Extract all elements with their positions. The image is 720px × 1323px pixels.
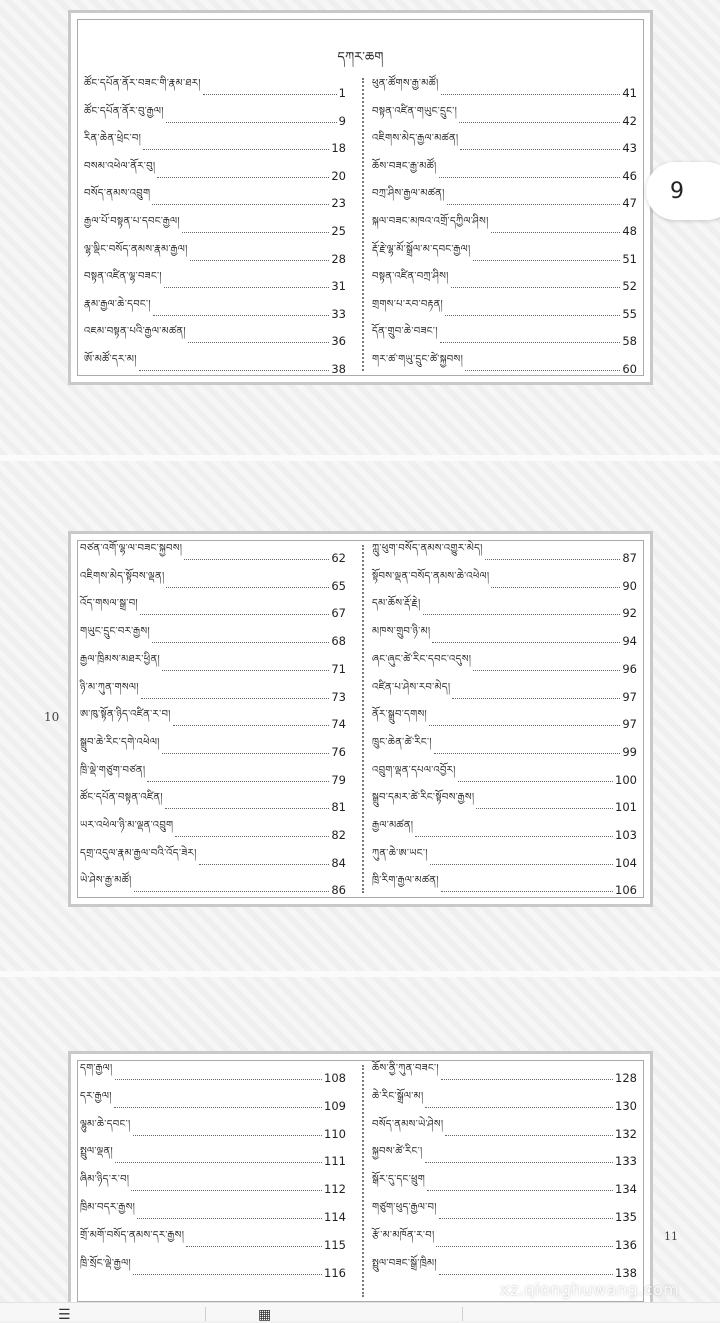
toc-entry[interactable] [372, 822, 637, 842]
toc-entry-title: རྣམ་རྒྱལ་ཆེ་དབང་། [84, 298, 151, 310]
toc-entry-page: 51 [622, 251, 637, 266]
toc-entry-title: ཉི་མ་ཀུན་གསལ། [80, 681, 139, 693]
toc-entry[interactable] [84, 135, 346, 155]
toc-entry-title: འཛིན་པ་ཤེས་རབ་མེད། [372, 681, 451, 693]
toc-entry-page: 82 [331, 828, 346, 842]
toc-entry[interactable] [80, 1257, 346, 1280]
toc-entry-title: སྤྲུལ་བཟང་སྒྲོ་ཁྲིམ། [372, 1257, 437, 1269]
leader-dots [452, 698, 620, 699]
toc-entry[interactable] [372, 570, 637, 593]
toc-entry[interactable] [80, 1118, 346, 1141]
toc-entry[interactable] [80, 1065, 346, 1085]
leader-dots [165, 808, 329, 809]
toc-entry-page: 103 [615, 828, 637, 842]
toc-entry[interactable] [80, 545, 346, 565]
toc-entry-title: ཁྲི་རིག་རྒྱལ་མཚན། [372, 875, 439, 887]
toc-entry-page: 116 [324, 1265, 346, 1280]
toc-entry-page: 104 [615, 855, 637, 870]
toc-page-1 [68, 10, 653, 385]
toc-entry-page: 132 [615, 1126, 637, 1141]
toc-entry-page: 36 [331, 334, 346, 349]
leader-dots [133, 1274, 322, 1275]
toc-entry[interactable] [80, 847, 346, 870]
leader-dots [157, 177, 329, 178]
leader-dots [114, 1107, 322, 1108]
toc-entry-title: སྒྲུབ་དམར་ཚེ་རིང་སྟོབས་རྒྱས། [372, 792, 475, 804]
toc-entry[interactable] [372, 736, 637, 759]
toc-entry-title: ཆོས་བཟང་རྒྱ་མཚོ། [372, 160, 437, 172]
toc-entry[interactable] [372, 1090, 637, 1113]
toc-entry-title: བསྟན་འཛིན་ལྷ་བཟང་། [84, 271, 162, 283]
leader-dots [473, 670, 620, 671]
leader-dots [166, 587, 329, 588]
toc-entry-title: སྒོར་དུ་དང་ཕྲུག [372, 1174, 426, 1186]
toc-entry[interactable] [372, 1204, 637, 1224]
toc-entry[interactable] [80, 877, 346, 897]
toc-entry[interactable] [372, 681, 637, 704]
toc-entry-title: ཡེ་ཤེས་རྒྱ་མཚོ། [80, 875, 132, 887]
toc-entry-page: 41 [622, 86, 637, 100]
leader-dots [199, 864, 330, 865]
leader-dots [441, 891, 613, 892]
leader-dots [133, 1135, 323, 1136]
leader-dots [465, 370, 620, 371]
toc-entry[interactable] [80, 822, 346, 842]
leader-dots [423, 614, 621, 615]
toc-entry-page: 58 [622, 334, 637, 349]
toc-entry-page: 60 [622, 362, 637, 376]
toc-entry-title: འོད་གསལ་སྒྲ་བ། [80, 598, 138, 610]
toc-entry-title: འཇིགས་མེད་སྟོབས་ལྡན། [80, 570, 165, 582]
toc-entry[interactable] [372, 628, 637, 648]
toc-entry-page: 46 [622, 168, 637, 183]
menu-icon[interactable]: ☰ [58, 1307, 71, 1323]
toc-entry-page: 106 [615, 883, 637, 898]
toc-entry[interactable] [80, 570, 346, 593]
leader-dots [115, 1162, 322, 1163]
toc-entry-title: བསྟན་འཛིན་གཡུང་དྲུང་། [372, 105, 458, 117]
leader-dots [131, 1190, 322, 1191]
toc-entry-title: ཆེ་རིང་སྒྲོལ་མ། [372, 1090, 424, 1102]
toc-entry-title: ཞིམ་ཉིད་ར་བ། [80, 1174, 130, 1186]
toc-entry[interactable] [80, 1204, 346, 1224]
toc-entry-page: 86 [331, 883, 346, 898]
toc-entry[interactable] [80, 1229, 346, 1252]
leader-dots [445, 315, 620, 316]
toc-entry-page: 42 [622, 113, 637, 128]
toc-entry-page: 71 [331, 661, 346, 676]
toc-entry-page: 112 [324, 1182, 346, 1197]
toc-entry-title: ཆོས་ནྱི་ཀུན་བཟང་། [372, 1063, 439, 1074]
leader-dots [491, 232, 621, 233]
toc-right-column [372, 80, 637, 380]
toc-entry-title: ཞང་ཞུང་ཚེ་རིང་དབང་འདུས། [372, 653, 472, 665]
leader-dots [451, 287, 621, 288]
toc-page-3 [68, 1051, 653, 1311]
toc-entry-title: ཁྲིམ་བདར་རྒྱས། [80, 1202, 136, 1213]
toc-entry[interactable] [372, 1257, 637, 1280]
toc-entry-title: དག་རྒྱལ། [80, 1063, 113, 1074]
leader-dots [140, 614, 329, 615]
toc-title: དཀར་ཆག [337, 50, 384, 65]
toc-entry-page: 96 [622, 661, 637, 676]
column-divider [362, 78, 364, 371]
toc-entry[interactable] [372, 600, 637, 620]
toc-entry[interactable] [80, 600, 346, 620]
toc-entry-page: 87 [622, 551, 637, 565]
toc-entry-page: 92 [622, 606, 637, 621]
leader-dots [175, 836, 329, 837]
toc-entry-title: ཁྲི་སྲོང་ལྡེ་རྒྱལ། [80, 1257, 131, 1269]
toc-entry[interactable] [84, 273, 346, 293]
toc-entry-page: 47 [622, 196, 637, 211]
toc-entry-page: 97 [622, 689, 637, 704]
leader-dots [184, 559, 329, 560]
toc-entry[interactable] [84, 243, 346, 266]
toc-entry-title: དགྲ་འདུལ་རྣམ་རྒྱལ་བའི་འོད་ཟེར། [80, 847, 197, 859]
leader-dots [430, 864, 613, 865]
leader-dots [458, 781, 613, 782]
toc-entry-title: མཁས་གྲུབ་ཉི་མ། [372, 626, 431, 638]
leader-dots [436, 1246, 613, 1247]
toc-entry[interactable] [372, 794, 637, 814]
toc-entry-page: 100 [615, 772, 637, 787]
leader-dots [143, 149, 329, 150]
toc-entry-page: 136 [615, 1237, 637, 1252]
leader-dots [473, 260, 621, 261]
leader-dots [134, 891, 330, 892]
toc-entry-page: 43 [622, 141, 637, 156]
leader-dots [476, 808, 613, 809]
leader-dots [447, 204, 621, 205]
toc-entry-page: 101 [615, 800, 637, 815]
leader-dots [440, 342, 621, 343]
toc-entry-title: བསམ་འཕེལ་ནོར་བུ། [84, 160, 156, 172]
leader-dots [441, 1079, 613, 1080]
column-divider [362, 545, 364, 893]
toc-entry-title: ཚོང་དཔོན་ནོར་བཟང་གི་རྣམ་ཐར། [84, 78, 201, 89]
watermark: xz.qionghuwang.com [500, 1280, 680, 1299]
leader-dots [173, 725, 330, 726]
toc-entry[interactable] [372, 764, 637, 787]
toc-entry-title: སྒྲུབ་ཆེ་རིང་དགེ་འཕེལ། [80, 736, 160, 748]
toc-entry-title: ཚོང་དཔོན་བསྟན་འཛིན། [80, 792, 163, 804]
toc-entry-title: བསྟན་འཛིན་བཀྲ་ཤིས། [372, 271, 449, 283]
toc-entry[interactable] [372, 218, 637, 238]
leader-dots [203, 94, 337, 95]
page-number-11: 11 [664, 1230, 678, 1243]
toc-entry[interactable] [372, 1148, 637, 1168]
toc-entry-title: གྲགས་པ་རབ་བརྟན། [372, 298, 444, 310]
toc-entry-page: 67 [331, 606, 346, 621]
leader-dots [432, 642, 620, 643]
toc-entry-page: 111 [324, 1154, 346, 1169]
toc-entry-title: ནོར་སྒྲུབ་དགས། [372, 709, 428, 721]
leader-dots [164, 287, 329, 288]
toc-entry-page: 38 [331, 362, 346, 376]
toc-entry-page: 73 [331, 689, 346, 704]
toc-entry-title: འབྲུག་ལྡན་དཔལ་འབྱོར། [372, 764, 456, 776]
toc-entry[interactable] [372, 653, 637, 676]
toc-entry[interactable] [80, 794, 346, 814]
toc-entry-title: གཙུག་ཕུད་རྒྱལ་བ། [372, 1202, 437, 1213]
leader-dots [441, 94, 621, 95]
toc-entry[interactable] [84, 105, 346, 128]
toc-entry-title: དོན་གྲུབ་ཆེ་བཟང་། [372, 326, 438, 338]
toc-left-column [80, 545, 346, 905]
toc-entry-page: 48 [622, 224, 637, 238]
column-divider [362, 1065, 364, 1297]
toc-entry-page: 130 [615, 1098, 637, 1113]
toc-entry[interactable] [372, 1065, 637, 1085]
toc-entry-title: སྟོབས་ལྡན་བསོད་ནམས་ཆེ་འཕེལ། [372, 570, 490, 582]
leader-dots [152, 204, 329, 205]
toc-entry-page: 128 [615, 1071, 637, 1085]
toc-entry-page: 31 [331, 279, 346, 294]
leader-dots [459, 122, 620, 123]
leader-dots [153, 315, 329, 316]
toc-entry-page: 62 [331, 551, 346, 565]
leader-dots [188, 342, 329, 343]
toc-entry-title: གཡུང་དྲུང་བར་རྒྱས། [80, 626, 150, 638]
leader-dots [425, 1107, 613, 1108]
leader-dots [115, 1079, 322, 1080]
toc-entry[interactable] [80, 1148, 346, 1168]
toc-entry-title: རྩོ་མ་མཁོན་ར་བ། [372, 1229, 435, 1241]
toc-entry-page: 1 [338, 86, 346, 100]
toc-entry[interactable] [80, 1090, 346, 1113]
toc-entry[interactable] [84, 328, 346, 348]
toc-entry[interactable] [372, 273, 637, 293]
bookmark-icon[interactable]: ▦ [258, 1307, 272, 1323]
page-indicator-number: 9 [670, 178, 684, 204]
toc-entry-page: 81 [331, 800, 346, 815]
toc-entry-title: རིན་ཆེན་ཕྲེང་བ། [84, 133, 142, 145]
toc-entry[interactable] [372, 105, 637, 128]
toc-entry-title: ཚོང་དཔོན་ནོར་བུ་རྒྱལ། [84, 105, 164, 117]
toc-entry[interactable] [80, 1176, 346, 1196]
toc-entry-title: དར་རྒྱལ། [80, 1090, 112, 1102]
toc-entry[interactable] [80, 736, 346, 759]
leader-dots [439, 177, 621, 178]
toc-right-column [372, 1065, 637, 1305]
leader-dots [485, 559, 621, 560]
toc-entry[interactable] [80, 628, 346, 648]
toc-entry-title: སྐལ་བཟང་མཁའ་འགྲོ་དཀྱིལ་ཤིས། [372, 216, 489, 227]
toc-entry-page: 84 [331, 855, 346, 870]
toc-entry-title: བཀྲ་ཤིས་རྒྱལ་མཚན། [372, 188, 445, 200]
toc-entry[interactable] [80, 653, 346, 676]
toc-entry-title: གྲོ་མགོ་བསོད་ནམས་དར་རྒྱས། [80, 1229, 185, 1241]
toc-entry-page: 133 [615, 1154, 637, 1169]
toc-entry[interactable] [372, 1176, 637, 1196]
leader-dots [162, 670, 329, 671]
leader-dots [162, 753, 330, 754]
toc-entry-title: ཁྲུང་ཆེན་ཚེ་རིང་། [372, 736, 432, 748]
toc-entry-page: 79 [331, 772, 346, 787]
toc-entry-page: 28 [331, 251, 346, 266]
toc-entry[interactable] [80, 711, 346, 731]
toc-entry[interactable] [372, 545, 637, 565]
toc-entry-title: སྐྱབས་ཚེ་རིང་། [372, 1146, 423, 1158]
toc-entry-page: 110 [324, 1126, 346, 1141]
toc-entry[interactable] [372, 243, 637, 266]
toc-entry-title: རྡོ་རྗེ་ལྷ་མོ་སྒྲོལ་མ་དབང་རྒྱལ། [372, 243, 471, 255]
toc-entry-title: ཀུན་ཆེ་ཨ་ཡང་། [372, 847, 428, 859]
toc-entry[interactable] [80, 764, 346, 787]
toc-entry-title: འཇམ་བསྟན་པའི་རྒྱལ་མཚན། [84, 326, 186, 338]
toc-left-column [84, 80, 346, 380]
page-indicator-badge[interactable] [646, 162, 720, 220]
toc-entry-title: ཁྲི་ལྡེ་གཙུག་བཙན། [80, 764, 146, 776]
toc-entry-page: 94 [622, 634, 637, 649]
toc-left-column [80, 1065, 346, 1305]
toc-page-2 [68, 531, 653, 907]
toc-entry-page: 9 [338, 113, 346, 128]
leader-dots [137, 1218, 322, 1219]
toc-entry[interactable] [372, 356, 637, 376]
toc-entry-title: ཕུན་ཚོགས་རྒྱ་མཚོ། [372, 78, 439, 89]
toc-entry[interactable] [84, 190, 346, 210]
toc-entry[interactable] [84, 218, 346, 238]
toc-entry-page: 68 [331, 634, 346, 649]
toc-entry-page: 74 [331, 717, 346, 732]
toc-entry-page: 115 [324, 1237, 346, 1252]
toc-entry-title: བསོད་ནམས་ཡེ་ཤེས། [372, 1118, 444, 1130]
leader-dots [166, 122, 337, 123]
toc-entry[interactable] [372, 711, 637, 731]
toc-entry-page: 76 [331, 744, 346, 759]
toc-entry-title: གར་ཚ་གཡུ་དྲུང་ཚེ་སྐྱབས། [372, 354, 464, 365]
toc-entry[interactable] [80, 681, 346, 704]
toc-entry[interactable] [372, 298, 637, 321]
toc-entry[interactable] [84, 356, 346, 376]
leader-dots [460, 149, 620, 150]
leader-dots [434, 753, 620, 754]
toc-entry-page: 99 [622, 744, 637, 759]
toc-entry-page: 55 [622, 306, 637, 321]
leader-dots [152, 642, 329, 643]
toc-entry-title: རྒྱལ་མཚན། [372, 820, 414, 831]
bottom-toolbar [0, 1302, 720, 1321]
toc-entry-page: 33 [331, 306, 346, 321]
leader-dots [445, 1135, 613, 1136]
toc-entry-page: 25 [331, 224, 346, 238]
leader-dots [439, 1274, 613, 1275]
toc-entry-title: འཇིགས་མེད་རྒྱལ་མཚན། [372, 133, 459, 145]
toc-entry[interactable] [372, 328, 637, 348]
toc-entry[interactable] [372, 847, 637, 870]
toc-entry[interactable] [372, 80, 637, 100]
toc-entry-page: 90 [622, 578, 637, 593]
leader-dots [141, 698, 330, 699]
toc-entry[interactable] [84, 80, 346, 100]
page-number-10: 10 [44, 710, 60, 724]
toc-entry-title: དམ་ཆོས་རྡོ་རྗེ། [372, 598, 421, 610]
toc-entry-page: 135 [615, 1210, 637, 1224]
toc-entry[interactable] [372, 1118, 637, 1141]
toc-entry[interactable] [84, 298, 346, 321]
toolbar-divider [205, 1307, 206, 1321]
toc-entry-page: 65 [331, 578, 346, 593]
toc-entry-page: 52 [622, 279, 637, 294]
toc-entry-page: 23 [331, 196, 346, 211]
toc-entry-page: 20 [331, 168, 346, 183]
toc-entry-title: ཡར་འཕེལ་ཉི་མ་ལྡན་འབྲུག [80, 820, 174, 831]
toc-entry-page: 18 [331, 141, 346, 156]
leader-dots [186, 1246, 322, 1247]
toc-entry[interactable] [372, 190, 637, 210]
leader-dots [425, 1162, 613, 1163]
toc-entry-page: 108 [324, 1071, 346, 1085]
toc-entry-page: 109 [324, 1098, 346, 1113]
toolbar-divider [462, 1307, 463, 1321]
leader-dots [190, 260, 330, 261]
toc-entry[interactable] [372, 160, 637, 183]
toc-entry-title: བསོད་ནམས་འབྲུག [84, 188, 151, 200]
toc-entry-title: བཙན་འགོ་ལྷ་ལ་བཟང་སྐྱབས། [80, 543, 183, 554]
toc-entry[interactable] [372, 1229, 637, 1252]
leader-dots [147, 781, 329, 782]
leader-dots [415, 836, 613, 837]
toc-entry-title: ལྷུམ་ཆེ་དབང་། [80, 1118, 131, 1130]
toc-entry[interactable] [372, 135, 637, 155]
toc-entry[interactable] [372, 877, 637, 897]
leader-dots [427, 1190, 613, 1191]
leader-dots [182, 232, 329, 233]
toc-entry-title: རྒྱལ་ཁྲིམས་མཐར་ཕྱིན། [80, 653, 160, 665]
toc-entry-page: 97 [622, 717, 637, 732]
toc-entry-title: ཀླུ་ཕུག་བསོད་ནམས་འགྱུར་མེད། [372, 543, 483, 554]
toc-entry-title: སྤྲུལ་ལྡན། [80, 1146, 113, 1158]
toc-entry-page: 114 [324, 1210, 346, 1224]
leader-dots [439, 1218, 613, 1219]
leader-dots [139, 370, 330, 371]
toc-right-column [372, 545, 637, 905]
leader-dots [491, 587, 620, 588]
toc-entry-title: ལྷ་ལྡིང་བསོད་ནམས་རྣམ་རྒྱལ། [84, 243, 188, 255]
toc-entry-title: རྒྱལ་པོ་བསྟན་པ་དབང་རྒྱལ། [84, 216, 180, 227]
toc-entry-title: ཨ་ཁུ་སྟོན་ཉིད་འཛིན་ར་བ། [80, 709, 171, 721]
toc-entry-title: ཨོ་མཚོ་དར་མ། [84, 354, 137, 365]
toc-entry[interactable] [84, 160, 346, 183]
leader-dots [429, 725, 620, 726]
toc-entry-page: 138 [615, 1265, 637, 1280]
toc-entry-page: 134 [615, 1182, 637, 1197]
